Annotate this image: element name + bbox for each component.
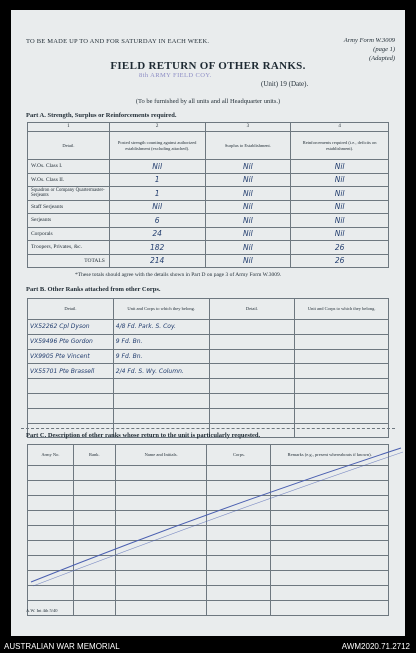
col-header-unit-corps: Unit and Corps to which they belong. (113, 299, 209, 320)
col-header-detail: Detail. (209, 299, 295, 320)
footer-accession: AWM2020.71.2712 (341, 642, 410, 651)
surplus-value: Nil (205, 227, 291, 241)
attached-detail: VX52262 Cpl Dyson (28, 320, 114, 335)
col-header-posted: Posted strength counting against authorized establishment (excluding attached). (109, 132, 205, 160)
attached-unit: 4/8 Fd. Park. S. Coy. (113, 320, 209, 335)
posted-value: 6 (109, 214, 205, 228)
reinforcement-value: Nil (291, 173, 389, 187)
page-title: FIELD RETURN OF OTHER RANKS. (110, 60, 306, 72)
archive-footer (0, 640, 416, 653)
reinforcement-value: Nil (291, 227, 389, 241)
attached-unit: 2/4 Fd. S. Wy. Column. (113, 364, 209, 379)
col-number: 2 (109, 123, 205, 132)
col-header-remarks: Remarks (e.g., present whereabouts if known). (271, 445, 389, 466)
col-number: 3 (205, 123, 291, 132)
surplus-value: Nil (205, 187, 291, 201)
totals-reinforcements: 26 (291, 254, 389, 268)
posted-value: 182 (109, 241, 205, 255)
reinforcement-value: Nil (291, 187, 389, 201)
row-label: Serjeants (28, 214, 110, 228)
footer-institution: AUSTRALIAN WAR MEMORIAL (4, 642, 120, 651)
attached-detail: VX9905 Pte Vincent (28, 349, 114, 364)
totals-posted: 214 (109, 254, 205, 268)
posted-value: 1 (109, 187, 205, 201)
row-label: Squadron or Company Quartermaster-Serjeants (28, 187, 110, 201)
col-header-unit-corps: Unit and Corps to which they belong. (295, 299, 389, 320)
posted-value: 24 (109, 227, 205, 241)
form-adapted: (Adapted) (369, 55, 395, 62)
reinforcement-value: 26 (291, 241, 389, 255)
surplus-value: Nil (205, 200, 291, 214)
partA-footnote: *These totals should agree with the details shown in Part D on page 3 of Army Form W.3009. (75, 272, 282, 278)
unit-stamp: 8th ARMY FIELD COY. (139, 72, 212, 79)
col-number: 1 (28, 123, 110, 132)
posted-value: Nil (109, 200, 205, 214)
reinforcement-value: Nil (291, 200, 389, 214)
partC-heading: Part C. Description of other ranks whose return to the unit is particularly requested. (26, 432, 261, 439)
attached-detail: VX55701 Pte Brassell (28, 364, 114, 379)
col-header-detail: Detail. (28, 132, 110, 160)
reinforcement-value: Nil (291, 214, 389, 228)
col-header-reinforcements: Reinforcements required (i.e., deficits on establishment). (291, 132, 389, 160)
surplus-value: Nil (205, 241, 291, 255)
row-label: Staff Serjeants (28, 200, 110, 214)
furnish-note: (To be furnished by all units and all Headquarter units.) (135, 98, 281, 105)
form-number: Army Form W.3009 (343, 37, 395, 44)
col-header-surplus: Surplus to Establishment. (205, 132, 291, 160)
col-header-corps: Corps. (207, 445, 271, 466)
attached-unit: 9 Fd. Bn. (113, 334, 209, 349)
col-header-rank: Rank. (73, 445, 115, 466)
header-instruction: TO BE MADE UP TO AND FOR SATURDAY IN EACH WEEK. (26, 38, 210, 45)
surplus-value: Nil (205, 173, 291, 187)
reinforcement-value: Nil (291, 160, 389, 174)
partA-heading: Part A. Strength, Surplus or Reinforcements required. (26, 112, 177, 119)
col-number: 4 (291, 123, 389, 132)
form-page: (page 1) (373, 46, 395, 53)
unit-date-line: (Unit) 19 (Date). (261, 80, 309, 88)
col-header-army-no: Army No. (28, 445, 74, 466)
col-header-detail: Detail. (28, 299, 114, 320)
surplus-value: Nil (205, 160, 291, 174)
form-printer-code: A.W. Int 4th 5/40 (26, 608, 58, 613)
col-header-name: Name and Initials. (115, 445, 207, 466)
row-label: W.Os. Class I. (28, 160, 110, 174)
strike-through-line (11, 10, 405, 636)
totals-surplus: Nil (205, 254, 291, 268)
partB-heading: Part B. Other Ranks attached from other Corps. (26, 286, 161, 293)
posted-value: Nil (109, 160, 205, 174)
surplus-value: Nil (205, 214, 291, 228)
row-label: W.Os. Class II. (28, 173, 110, 187)
totals-label: TOTALS (28, 254, 110, 268)
attached-detail: VX59496 Pte Gordon (28, 334, 114, 349)
form-sheet (11, 10, 405, 636)
row-label: Corporals (28, 227, 110, 241)
attached-unit: 9 Fd. Bn. (113, 349, 209, 364)
posted-value: 1 (109, 173, 205, 187)
row-label: Troopers, Privates, &c. (28, 241, 110, 255)
